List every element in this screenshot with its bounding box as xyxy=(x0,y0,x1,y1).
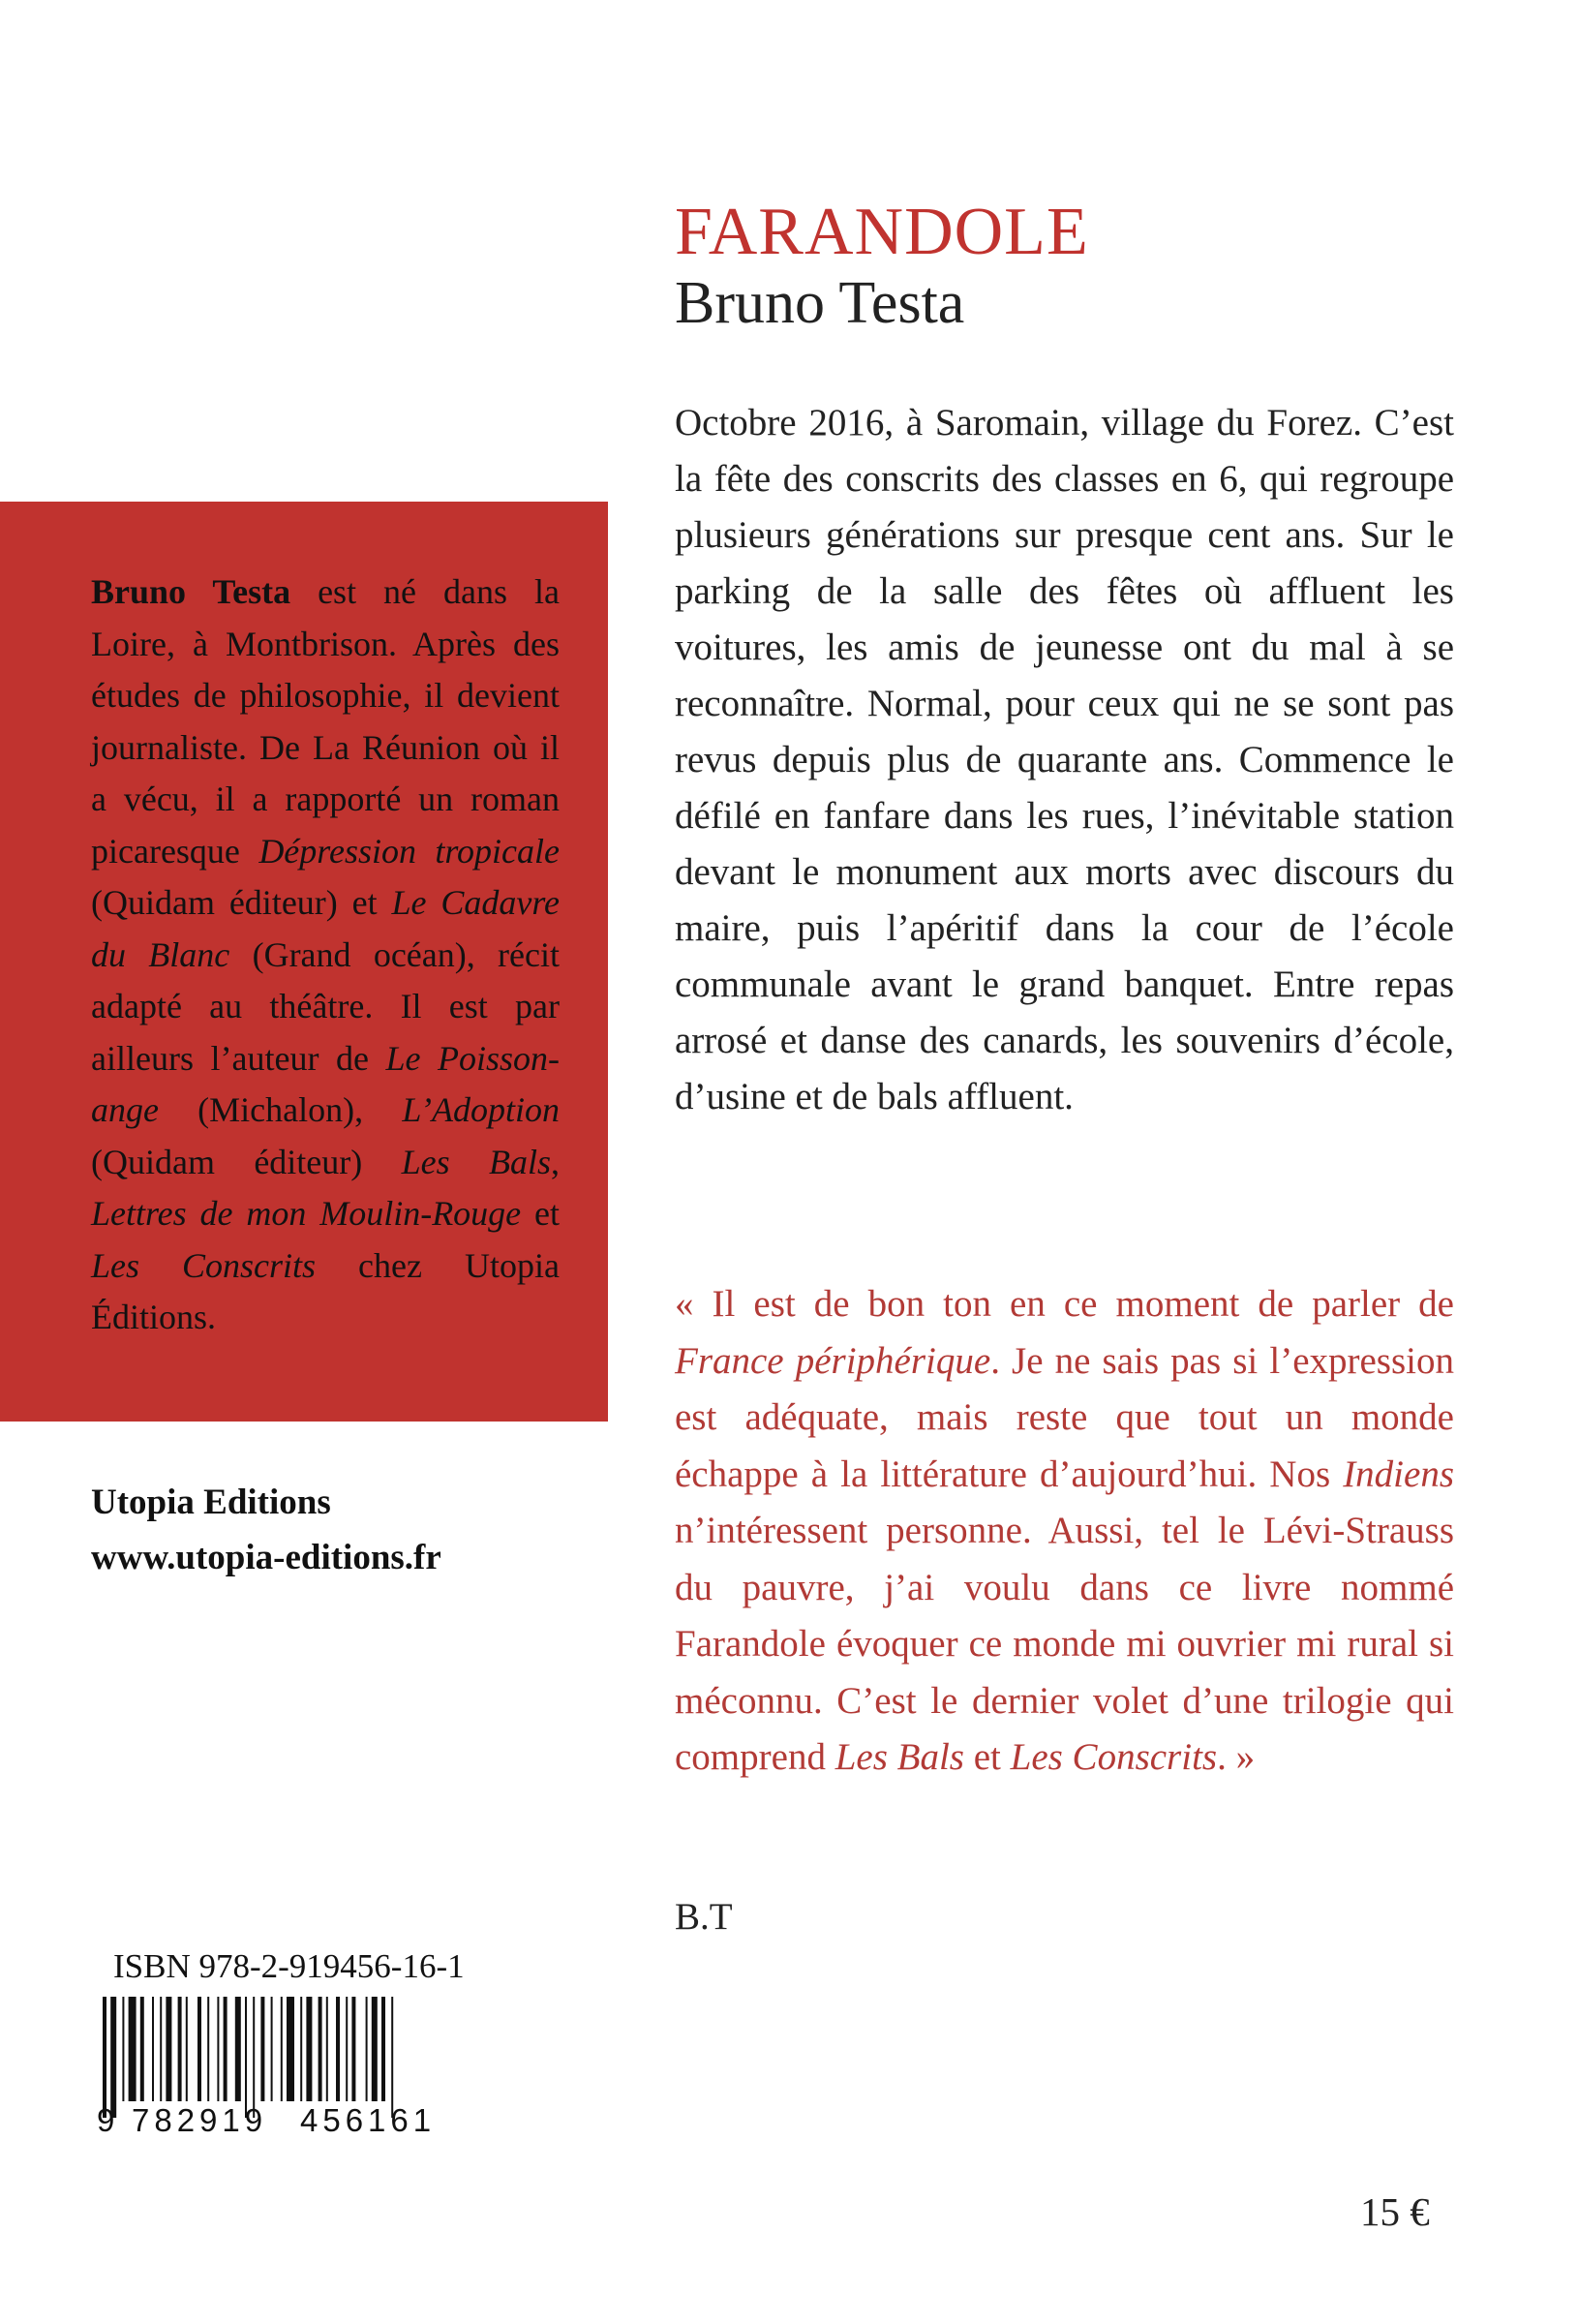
barcode-bar xyxy=(346,1997,348,2101)
barcode-bar xyxy=(122,1997,124,2101)
book-title: FARANDOLE xyxy=(675,195,1089,269)
barcode-bar xyxy=(166,1997,171,2101)
barcode-bar xyxy=(306,1997,312,2101)
publisher-url: www.utopia-editions.fr xyxy=(91,1538,441,1577)
synopsis-text: Octobre 2016, à Saromain, village du Forez. C’est la fête des conscrits des classes en 6, qui regroupe plusieurs générations sur presque cent ans. Sur le parking de la salle des fêtes où affluent les voitures, les amis de jeunesse ont du mal à se reconnaître. Normal, pour ceux qui ne se sont pas revus depuis plus de quarante ans. Commence le défilé en fanfare dans les rues, l’inévitable station devant le monument aux morts avec discours du maire, puis l’apéritif dans la cour de l’école communale avant le grand banquet. Entre repas arrosé et danse des canards, les souvenirs d’école, d’usine et de bals affluent. xyxy=(675,402,1454,1117)
barcode-right-digits: 456161 xyxy=(300,2102,437,2138)
bio-text: (Michalon), xyxy=(158,1090,403,1129)
bio-book-title: Lettres de mon Moulin-Rouge xyxy=(91,1194,522,1233)
barcode-bar xyxy=(245,1997,247,2118)
barcode-bar xyxy=(160,1997,162,2101)
barcode-bar xyxy=(300,1997,302,2101)
bio-text: chez Utopia Éditions. xyxy=(91,1245,560,1336)
bio-book-title: Les Conscrits xyxy=(91,1245,317,1285)
quote-signature: B.T xyxy=(675,1896,733,1938)
bio-book-title: Les Bals xyxy=(401,1142,551,1181)
bio-book-title: Le Poisson-ange xyxy=(91,1038,560,1129)
barcode-icon xyxy=(97,1997,489,2118)
barcode-bar xyxy=(152,1997,154,2101)
quote-part: . » xyxy=(1217,1736,1256,1778)
barcode-bar xyxy=(372,1997,378,2101)
bio-text: (Quidam éditeur) xyxy=(91,1142,402,1181)
publisher-name: Utopia Editions xyxy=(91,1483,331,1522)
quote-part: « Il est de bon ton en ce moment de parler de xyxy=(675,1283,1454,1325)
barcode-bar xyxy=(217,1997,219,2101)
barcode-left-digits: 782919 xyxy=(132,2102,268,2138)
barcode-bar xyxy=(351,1997,355,2101)
author-bio xyxy=(91,566,560,1344)
author-quote xyxy=(675,1276,1454,1787)
barcode-bar xyxy=(319,1997,322,2101)
barcode-bar xyxy=(207,1997,209,2101)
bio-book-title: Le Cadavre du Blanc xyxy=(91,883,560,974)
barcode-bar xyxy=(281,1997,283,2101)
bio-book-title: Dépression tropicale xyxy=(258,831,560,871)
book-author: Bruno Testa xyxy=(675,270,965,336)
isbn-label: ISBN 978-2-919456-16-1 xyxy=(113,1947,465,1985)
bio-author-name: Bruno Testa xyxy=(91,572,291,611)
barcode-bar xyxy=(197,1997,201,2101)
quote-italic: Les Conscrits xyxy=(1010,1736,1218,1778)
barcode-bar xyxy=(178,1997,182,2101)
barcode-bar xyxy=(103,1997,106,2118)
quote-part: et xyxy=(963,1736,1011,1778)
barcode-bar xyxy=(271,1997,273,2101)
barcode-bar xyxy=(326,1997,328,2101)
barcode-bar xyxy=(186,1997,188,2101)
quote-part: n’intéressent personne. Aussi, tel le Lévi-Strauss du pauvre, j’ai voulu dans ce livre nommé Farandole évoquer ce monde mi ouvrier mi rural si méconnu. C’est le dernier volet d’une trilogie qui comprend xyxy=(675,1510,1454,1778)
quote-part: . Je ne sais pas si l’expression est adéquate, mais reste que tout un monde échappe à la littérature d’aujourd’hui. Nos xyxy=(675,1339,1454,1495)
barcode-bar xyxy=(336,1997,340,2101)
bio-text: , xyxy=(551,1142,560,1181)
quote-italic: Les Bals xyxy=(835,1736,964,1778)
quote-italic: Indiens xyxy=(1343,1452,1454,1495)
bio-text: (Quidam éditeur) et xyxy=(91,883,392,922)
barcode-bar xyxy=(129,1997,137,2101)
barcode-bar xyxy=(366,1997,368,2101)
barcode-first-digit: 9 xyxy=(97,2102,115,2138)
price-label: 15 € xyxy=(1360,2189,1430,2234)
publisher-block xyxy=(91,1475,441,1585)
bio-book-title: L’Adoption xyxy=(402,1090,560,1129)
bio-text: et xyxy=(521,1194,561,1233)
barcode-bar xyxy=(235,1997,241,2101)
bio-text: est né dans la Loire, à Montbrison. Après des études de philosophie, il devient journaliste. De La Réunion où il a vécu, il a rapporté un roman picaresque xyxy=(91,572,561,871)
barcode-bar xyxy=(287,1997,294,2101)
barcode-bar xyxy=(224,1997,228,2101)
bio-text: (Grand océan), récit adapté au théâtre. Il est par ailleurs l’auteur de xyxy=(91,934,560,1078)
barcode-bar xyxy=(110,1997,116,2118)
barcode-bar xyxy=(140,1997,144,2101)
quote-italic: France périphérique xyxy=(675,1339,991,1382)
barcode-bar xyxy=(253,1997,255,2118)
barcode-bar xyxy=(381,1997,385,2101)
barcode-bar xyxy=(391,1997,393,2118)
barcode-bar xyxy=(260,1997,264,2101)
